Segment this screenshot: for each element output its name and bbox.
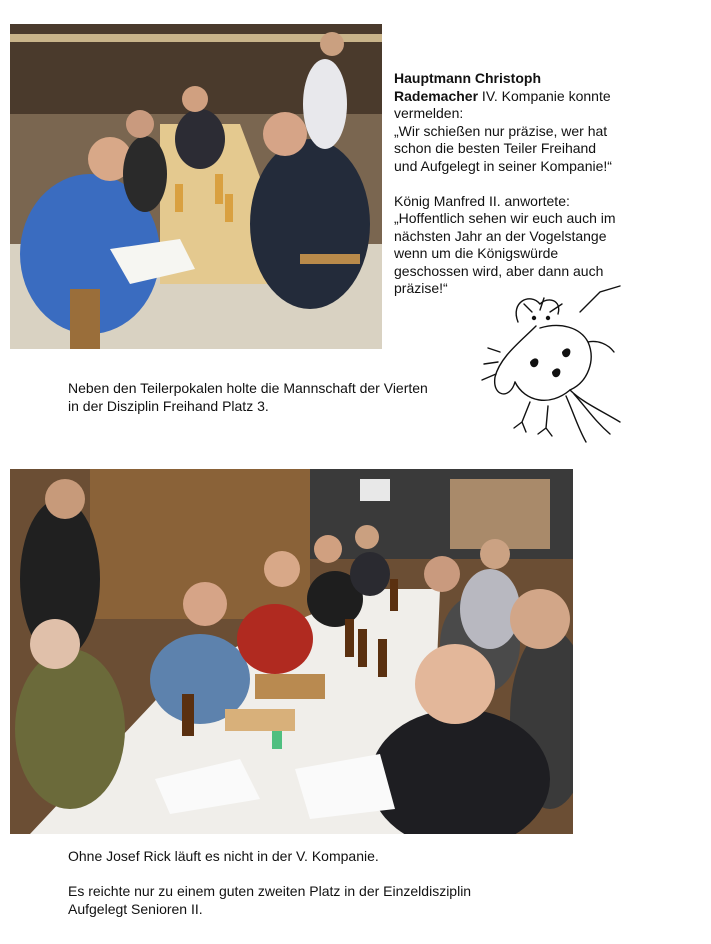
photo-seniors-table-image bbox=[10, 469, 573, 834]
photo-team-table-image bbox=[10, 24, 382, 349]
quote-line3: vermelden: bbox=[394, 105, 464, 121]
caption-first-photo bbox=[68, 380, 428, 415]
caption3-line1: Es reichte nur zu einem guten zweiten Platz in der Einzeldisziplin bbox=[68, 883, 472, 899]
quote-line5: schon die besten Teiler Freihand bbox=[394, 140, 597, 156]
caption2-line1: Ohne Josef Rick läuft es nicht in der V. Kompanie. bbox=[68, 848, 379, 864]
caption3-line2: Aufgelegt Senioren II. bbox=[68, 900, 203, 917]
reply-line6: präzise!“ bbox=[394, 280, 448, 296]
caption-result bbox=[68, 883, 471, 918]
reply-line2: „Hoffentlich sehen wir euch auch im bbox=[394, 210, 616, 226]
reply-line3: nächsten Jahr an der Vogelstange bbox=[394, 227, 607, 244]
photo-team-table bbox=[10, 24, 382, 349]
caption1-line2: in der Disziplin Freihand Platz 3. bbox=[68, 397, 269, 414]
reply-line4: wenn um die Königswürde bbox=[394, 245, 559, 261]
photo-seniors-table bbox=[10, 469, 573, 834]
bird-sketch-illustration bbox=[470, 282, 630, 452]
reply-line1: König Manfred II. anwortete: bbox=[394, 192, 570, 209]
reply-line5: geschossen wird, aber dann auch bbox=[394, 262, 604, 279]
quote-block bbox=[394, 70, 616, 298]
caption1-line1: Neben den Teilerpokalen holte die Mannschaft der Vierten bbox=[68, 380, 428, 396]
quote-line6: und Aufgelegt in seiner Kompanie!“ bbox=[394, 157, 612, 174]
quote-name-line1: Hauptmann Christoph bbox=[394, 70, 541, 86]
caption-second-photo bbox=[68, 848, 379, 866]
quote-name-line2: Rademacher bbox=[394, 87, 479, 104]
quote-line2-rest: IV. Kompanie konnte bbox=[478, 87, 611, 104]
quote-line4: „Wir schießen nur präzise, wer hat bbox=[394, 122, 608, 139]
